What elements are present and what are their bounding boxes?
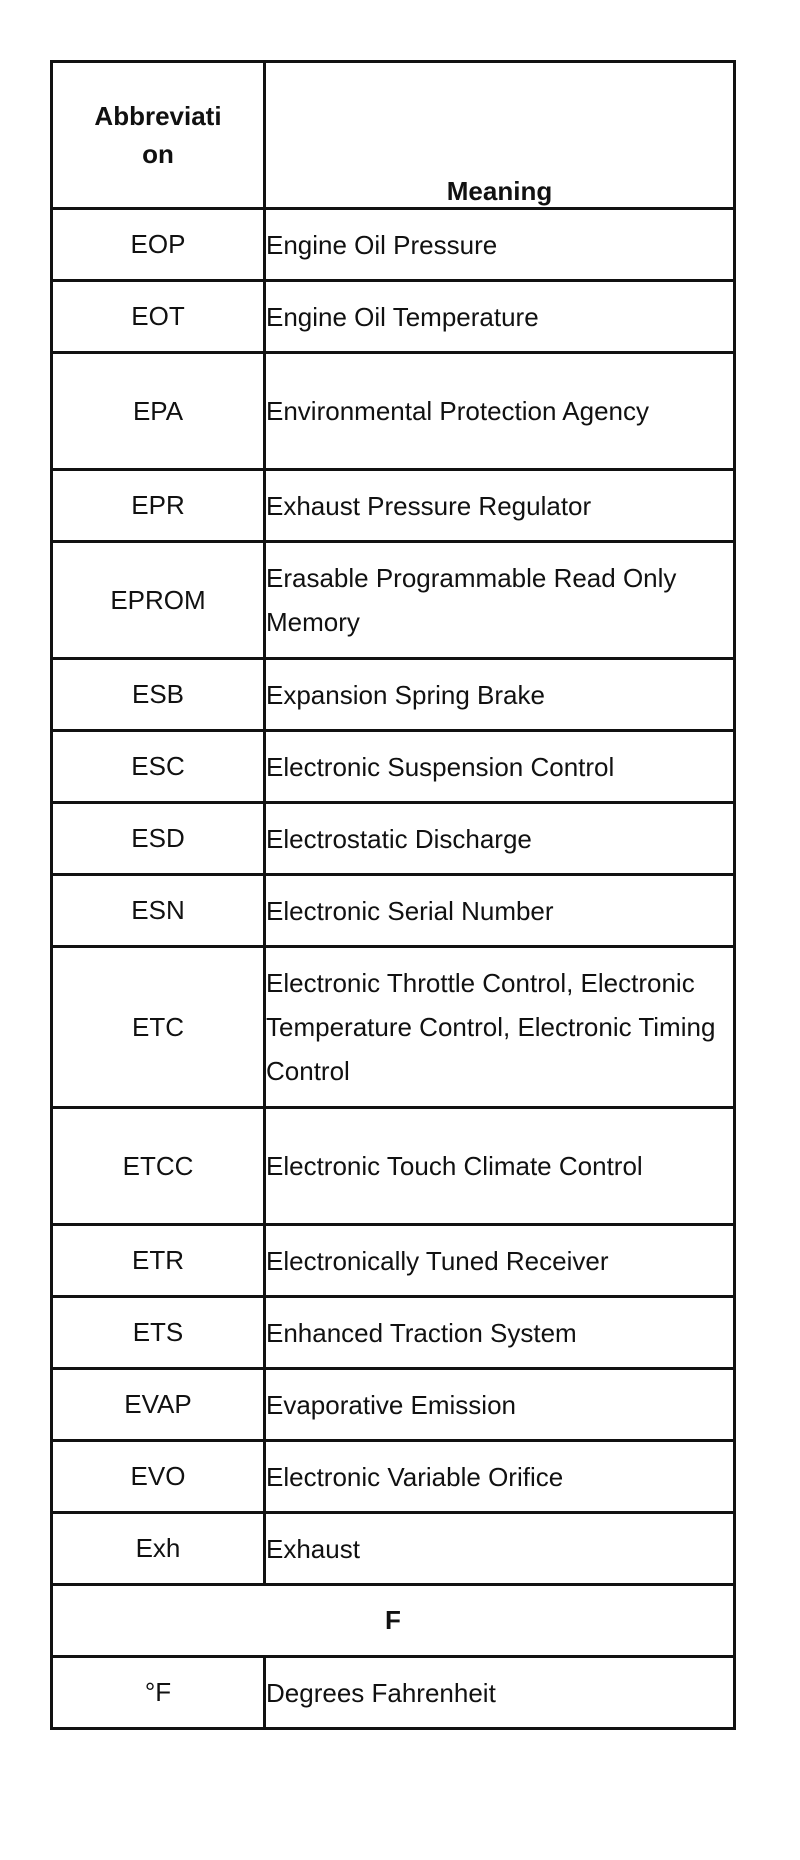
meaning-cell: Electronic Serial Number — [265, 875, 735, 947]
meaning-cell: Erasable Programmable Read Only Memory — [265, 542, 735, 659]
abbreviation-cell: ETCC — [52, 1108, 265, 1225]
meaning-cell: Electronic Variable Orifice — [265, 1441, 735, 1513]
table-row — [52, 1657, 735, 1729]
meaning-cell: Exhaust — [265, 1513, 735, 1585]
meaning-cell: Electronic Suspension Control — [265, 731, 735, 803]
table-row — [52, 209, 735, 281]
abbreviation-table — [50, 60, 736, 1730]
meaning-cell: Electrostatic Discharge — [265, 803, 735, 875]
header-meaning: Meaning — [265, 62, 735, 209]
abbreviation-cell: ESN — [52, 875, 265, 947]
table-row — [52, 1513, 735, 1585]
table-row — [52, 1441, 735, 1513]
table-row — [52, 470, 735, 542]
table-row — [52, 1297, 735, 1369]
abbreviation-cell: ESB — [52, 659, 265, 731]
abbreviation-cell: EVO — [52, 1441, 265, 1513]
abbreviation-cell: EPR — [52, 470, 265, 542]
table-row — [52, 803, 735, 875]
abbreviation-cell: ESC — [52, 731, 265, 803]
table-row — [52, 731, 735, 803]
abbreviation-cell: EOT — [52, 281, 265, 353]
meaning-cell: Exhaust Pressure Regulator — [265, 470, 735, 542]
meaning-cell: Electronic Touch Climate Control — [265, 1108, 735, 1225]
table-row — [52, 1225, 735, 1297]
header-abbreviation: Abbreviati on — [52, 62, 265, 209]
abbreviation-cell: Exh — [52, 1513, 265, 1585]
meaning-cell: Environmental Protection Agency — [265, 353, 735, 470]
abbreviation-cell: EPA — [52, 353, 265, 470]
abbreviation-cell: ETR — [52, 1225, 265, 1297]
section-heading: F — [52, 1585, 735, 1657]
meaning-cell: Degrees Fahrenheit — [265, 1657, 735, 1729]
abbreviation-cell: °F — [52, 1657, 265, 1729]
meaning-cell: Engine Oil Pressure — [265, 209, 735, 281]
meaning-cell: Enhanced Traction System — [265, 1297, 735, 1369]
table-row — [52, 659, 735, 731]
meaning-cell: Expansion Spring Brake — [265, 659, 735, 731]
meaning-cell: Electronic Throttle Control, Electronic Temperature Control, Electronic Timing Control — [265, 947, 735, 1108]
table-row — [52, 875, 735, 947]
meaning-cell: Evaporative Emission — [265, 1369, 735, 1441]
table-row — [52, 947, 735, 1108]
abbreviation-cell: EVAP — [52, 1369, 265, 1441]
table-row — [52, 281, 735, 353]
section-row — [52, 1585, 735, 1657]
meaning-cell: Electronically Tuned Receiver — [265, 1225, 735, 1297]
abbreviation-cell: ESD — [52, 803, 265, 875]
abbreviation-cell: EPROM — [52, 542, 265, 659]
table-row — [52, 1369, 735, 1441]
meaning-cell: Engine Oil Temperature — [265, 281, 735, 353]
header-row — [52, 62, 735, 209]
abbreviation-cell: ETC — [52, 947, 265, 1108]
table-row — [52, 542, 735, 659]
table-row — [52, 1108, 735, 1225]
table-row — [52, 353, 735, 470]
abbreviation-cell: EOP — [52, 209, 265, 281]
abbreviation-cell: ETS — [52, 1297, 265, 1369]
